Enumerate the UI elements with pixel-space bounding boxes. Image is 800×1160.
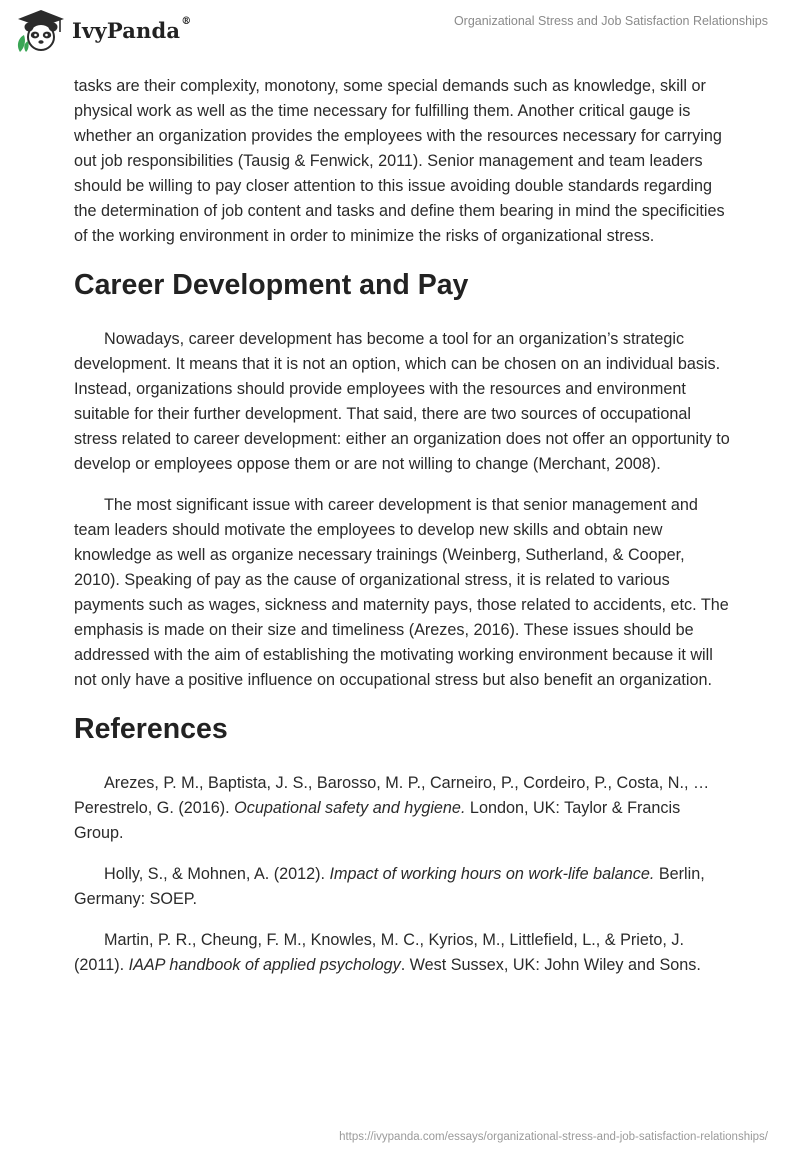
ivypanda-logo[interactable] xyxy=(14,8,191,52)
logo-text: IvyPanda® xyxy=(72,15,192,43)
page-header xyxy=(0,0,800,70)
essay-body xyxy=(74,74,734,994)
intro-paragraph: tasks are their complexity, monotony, some special demands such as knowledge, skill or physical work as well as the time necessary for fulfilling them. Another critical gauge is whether an organization provides the employees with the resources necessary for carrying out job responsibilities (Tausig & Fenwick, 2011). Senior management and team leaders should be willing to pay closer attention to this issue avoiding double standards regarding the determination of job content and tasks and define them bearing in mind the specificities of the working environment in order to minimize the risks of organizational stress. xyxy=(74,77,725,245)
panda-graduate-icon xyxy=(14,8,68,52)
document-title: Organizational Stress and Job Satisfaction Relationships xyxy=(453,14,768,28)
source-url[interactable]: https://ivypanda.com/essays/organizational-stress-and-job-satisfaction-relationships/ xyxy=(339,1131,768,1143)
reference-item: Holly, S., & Mohnen, A. (2012). Impact of working hours on work-life balance. Berlin, Germany: SOEP. xyxy=(74,865,705,908)
reference-item: Arezes, P. M., Baptista, J. S., Barosso, M. P., Carneiro, P., Cordeiro, P., Costa, N., … Perestrelo, G. (2016). Ocupational safety and hygiene. London, UK: Taylor & Francis Group. xyxy=(74,774,710,842)
paragraph: Nowadays, career development has become a tool for an organization’s strategic development. It means that it is not an option, which can be chosen on an individual basis. Instead, organizations should provide employees with the resources and environment suitable for their further development. That said, there are two sources of occupational stress related to career development: either an organization does not offer an opportunity to develop or employees oppose them or are not willing to change (Merchant, 2008). xyxy=(74,330,730,473)
paragraph: The most significant issue with career development is that senior management and team leaders should motivate the employees to develop new skills and obtain new knowledge as well as organize necessary trainings (Weinberg, Sutherland, & Cooper, 2010). Speaking of pay as the cause of organizational stress, it is related to various payments such as wages, sickness and maternity pays, those related to accidents, etc. The emphasis is made on their size and timeliness (Arezes, 2016). These issues should be addressed with the aim of establishing the motivating working environment because it will not only have a positive influence on occupational stress but also benefit an organization. xyxy=(74,496,729,689)
section-heading-references: References xyxy=(74,713,228,745)
reference-item: Martin, P. R., Cheung, F. M., Knowles, M. C., Kyrios, M., Littlefield, L., & Prieto, J. (2011). IAAP handbook of applied psychology. West Sussex, UK: John Wiley and Sons. xyxy=(74,931,701,974)
section-heading-career: Career Development and Pay xyxy=(74,269,469,301)
